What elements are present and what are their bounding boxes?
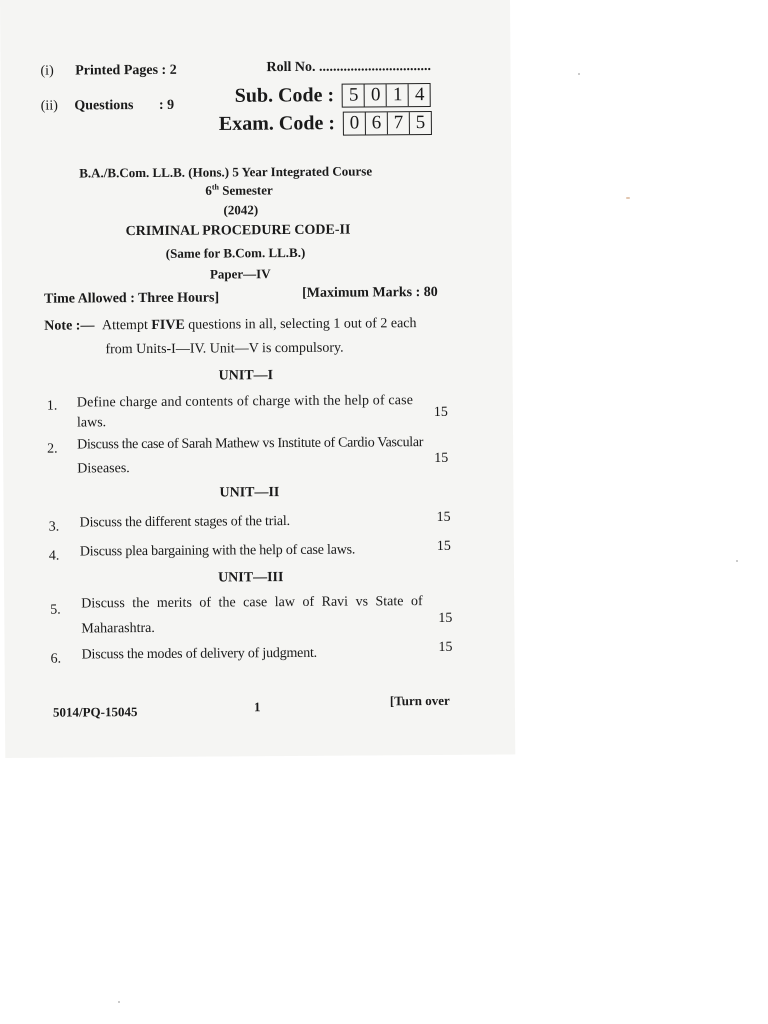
question-marks: 15: [438, 610, 453, 626]
turn-over-label: [Turn over: [389, 692, 450, 709]
note-label: Note :—: [44, 318, 95, 334]
question-text: Define charge and contents of charge with the help of case: [76, 393, 414, 411]
questions-value: : 9: [158, 97, 175, 113]
printed-pages-item: [40, 63, 176, 80]
exam-paper-sheet: [0, 0, 515, 758]
subject-title: CRIMINAL PROCEDURE CODE-II: [125, 222, 351, 240]
exam-code-label: Exam. Code :: [218, 112, 336, 135]
question-number: 6.: [50, 651, 62, 667]
unit-heading: UNIT—II: [219, 485, 280, 501]
question-marks: 15: [438, 639, 453, 655]
printed-pages-label: Printed Pages : 2: [75, 62, 177, 79]
question-number: 1.: [46, 398, 58, 414]
code-digit: 0: [365, 84, 387, 106]
semester-line: [205, 182, 273, 199]
subject-code-label: Sub. Code :: [234, 84, 335, 107]
question-number: 3.: [48, 519, 60, 535]
scan-speck: [736, 560, 738, 562]
questions-label: Questions: [74, 98, 134, 114]
code-digit: 5: [343, 84, 365, 106]
exam-code-boxes: [343, 111, 432, 136]
question-text-cont: laws.: [76, 415, 107, 431]
paper-number: Paper—IV: [209, 266, 271, 282]
question-text: Discuss the modes of delivery of judgment.: [81, 645, 318, 663]
item-number: (ii): [40, 98, 58, 114]
note-text-pre: Attempt: [101, 317, 152, 334]
same-for-note: (Same for B.Com. LL.B.): [165, 244, 306, 261]
instructions-note: [44, 316, 416, 335]
question-marks: 15: [436, 538, 451, 554]
question-marks: 15: [434, 450, 449, 466]
exam-code-row: [219, 111, 432, 136]
scan-speck: [626, 197, 630, 199]
paper-code: 5014/PQ-15045: [52, 704, 138, 720]
question-number: 4.: [48, 548, 60, 564]
question-text: Discuss the merits of the case law of Ravi vs State of: [81, 594, 423, 612]
scan-speck: [578, 73, 580, 75]
semester-number: 6: [205, 182, 212, 198]
item-number: (i): [40, 63, 54, 79]
subject-code-boxes: [342, 83, 431, 108]
code-digit: 4: [414, 84, 425, 106]
code-digit: 0: [344, 112, 366, 134]
code-digit: 6: [366, 112, 388, 134]
question-text-cont: Diseases.: [77, 461, 130, 477]
note-text-post: questions in all, selecting 1 out of 2 each: [184, 316, 417, 333]
question-text: Discuss the case of Sarah Mathew vs Institute of Cardio Vascular: [77, 435, 424, 453]
page-number: 1: [253, 699, 261, 715]
question-marks: 15: [433, 404, 448, 420]
maximum-marks: [Maximum Marks : 80: [302, 284, 438, 301]
course-title: B.A./B.Com. LL.B. (Hons.) 5 Year Integrated Course: [79, 163, 373, 181]
questions-count-item: [41, 98, 175, 115]
code-digit: 1: [387, 84, 409, 106]
question-text-cont: Maharashtra.: [81, 620, 155, 637]
time-allowed: Time Allowed : Three Hours]: [44, 290, 220, 307]
semester-suffix: th: [211, 182, 219, 192]
note-text-bold: FIVE: [151, 317, 185, 333]
question-text: Discuss plea bargaining with the help of case laws.: [79, 542, 356, 560]
code-digit: 7: [388, 112, 410, 134]
question-number: 2.: [47, 441, 58, 457]
note-line-2: from Units-I—IV. Unit—V is compulsory.: [105, 340, 344, 358]
subject-code-row: [235, 83, 432, 108]
unit-heading: UNIT—I: [218, 368, 274, 384]
roll-number-field: Roll No. ................................: [266, 58, 432, 76]
question-marks: 15: [436, 509, 451, 525]
scan-speck: [118, 1001, 120, 1003]
question-number: 5.: [50, 602, 61, 618]
code-digit: 5: [415, 112, 426, 134]
question-text: Discuss the different stages of the trial.: [79, 513, 290, 531]
semester-text: Semester: [218, 182, 273, 198]
unit-heading: UNIT—III: [217, 570, 284, 586]
year-code: (2042): [223, 202, 259, 218]
